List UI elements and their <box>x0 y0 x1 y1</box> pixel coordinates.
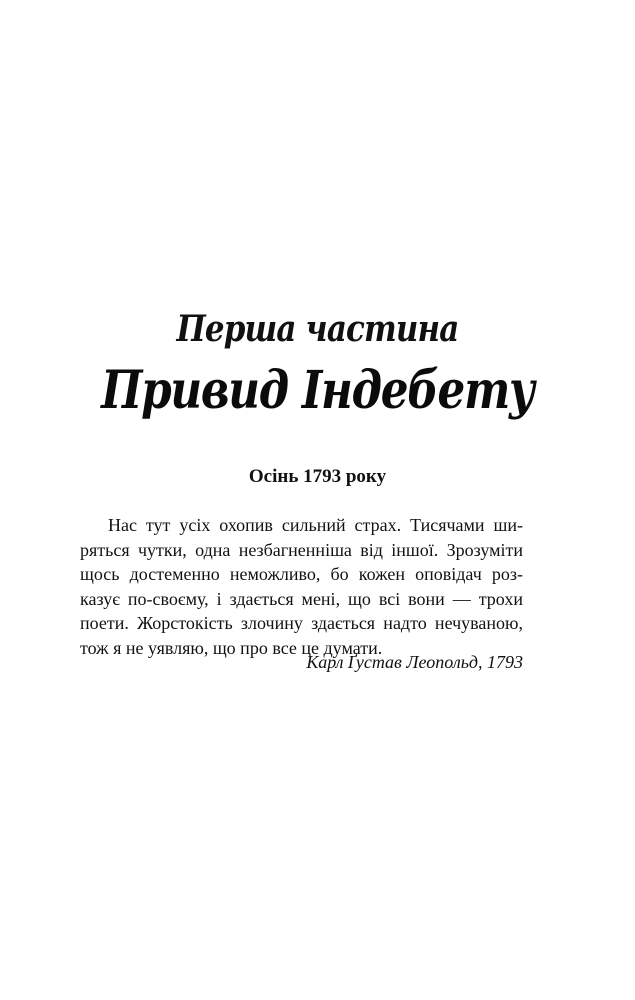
part-title: Привид Індебету <box>101 360 534 421</box>
epigraph-line: тож я не уявляю, що про все це думати. <box>80 637 383 658</box>
epigraph-line: ряться чутки, одна незбагненніша від іншої. Зрозуміти <box>80 539 523 560</box>
epigraph-attribution: Карл Ґустав Леопольд, 1793 <box>306 652 523 672</box>
epigraph-line: Нас тут усіх охопив сильний страх. Тисячами ши- <box>108 515 523 535</box>
epigraph-line: казує по-своєму, і здається мені, що всі вони — трохи <box>80 588 523 609</box>
section-subtitle: Осінь 1793 року <box>248 466 387 487</box>
epigraph-line: поети. Жорстокість злочину здається надто нечуваною, <box>80 613 523 633</box>
epigraph <box>80 513 523 660</box>
part-label: Перша частина <box>176 308 459 350</box>
epigraph-line: щось достеменно неможливо, бо кожен оповідач роз- <box>80 564 523 584</box>
